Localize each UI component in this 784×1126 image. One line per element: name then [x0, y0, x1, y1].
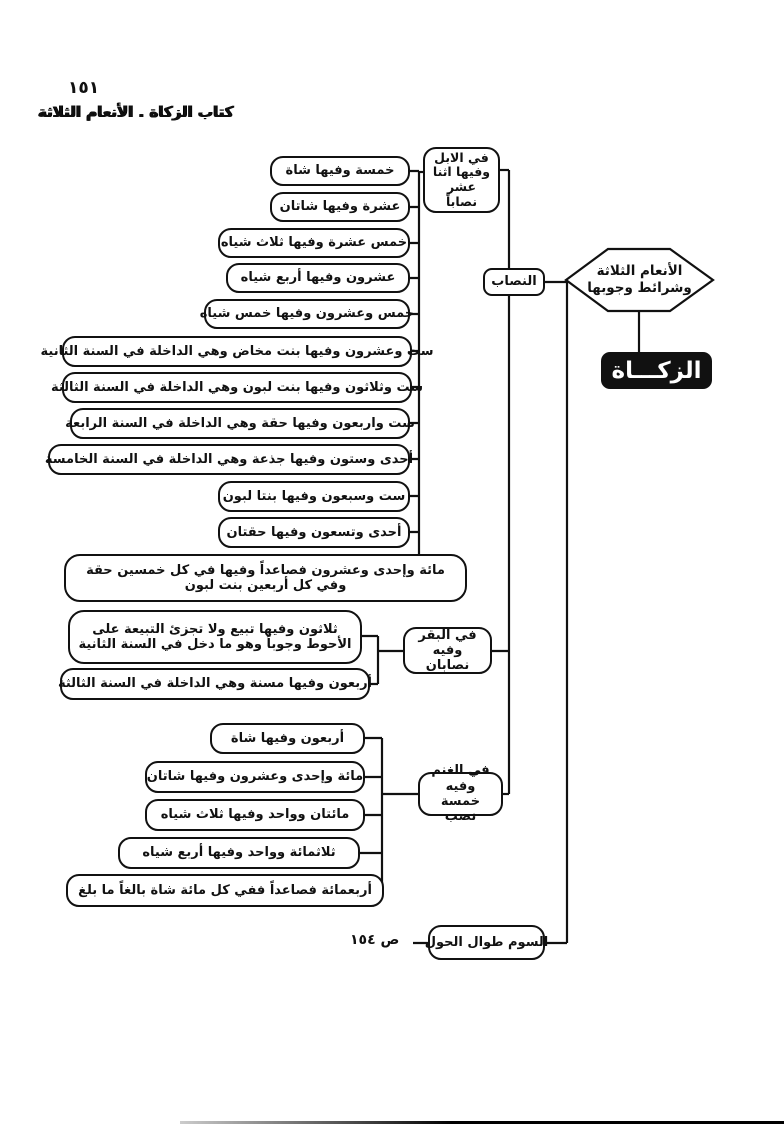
sheep-nisab-box: أربعون وفيها شاة	[210, 723, 365, 754]
camel-nisab-box: ست واربعون وفيها حقة وهي الداخلة في السنة الرابعة	[70, 408, 410, 439]
camel-nisab-box: أحدى وتسعون وفيها حقتان	[218, 517, 410, 548]
camel-nisab-box: أحدى وستون وفيها جذعة وهي الداخلة في السنة الخامسة	[48, 444, 410, 475]
cattle-hub: في البقر وفيه نصابان	[403, 627, 492, 674]
camel-nisab-box: مائة وإحدى وعشرون فصاعداً وفيها في كل خمسين حقة وفي كل أربعين بنت لبون	[64, 554, 467, 602]
topic-label: الأنعام الثلاثة وشرائط وجوبها	[587, 263, 692, 296]
page-number: ١٥١	[68, 78, 100, 98]
camel-nisab-box: ست وعشرون وفيها بنت مخاض وهي الداخلة في السنة الثانية	[62, 336, 412, 367]
sheep-nisab-box: مائة وإحدى وعشرون وفيها شاتان	[145, 761, 365, 793]
sheep-nisab-box: مائتان وواحد وفيها ثلاث شياه	[145, 799, 365, 831]
cattle-nisab-box: أربعون وفيها مسنة وهي الداخلة في السنة الثالثة	[60, 668, 370, 700]
page-ref: ص ١٥٤	[350, 932, 400, 948]
camel-nisab-box: عشرون وفيها أربع شياه	[226, 263, 410, 293]
sheep-nisab-box: أربعمائة فصاعداً ففي كل مائة شاة بالغاً ما بلغ	[66, 874, 384, 907]
camel-nisab-box: خمس وعشرون وفيها خمس شياه	[204, 299, 410, 329]
camels-hub: في الابل وفيها اثنا عشر نصاباً	[423, 147, 500, 213]
book-header: كتاب الزكاة . الأنعام الثلاثة	[38, 103, 234, 121]
camel-nisab-box: ست وثلاثون وفيها بنت لبون وهي الداخلة في السنة الثالثة	[62, 372, 412, 403]
sheep-hub: في الغنم وفيه خمسة نصب	[418, 772, 503, 816]
nisab-hub: النصاب	[483, 268, 545, 296]
camel-nisab-box: عشرة وفيها شاتان	[270, 192, 410, 222]
sheep-nisab-box: ثلاثمائة وواحد وفيها أربع شياه	[118, 837, 360, 869]
topic-hexagon	[566, 252, 713, 308]
grazing-hub: السوم طوال الحول	[428, 925, 545, 960]
camel-nisab-box: ست وسبعون وفيها بنتا لبون	[218, 481, 410, 512]
camel-nisab-box: خمس عشرة وفيها ثلاث شياه	[218, 228, 410, 258]
cattle-nisab-box: ثلاثون وفيها تبيع ولا تجزئ التبيعة على الأحوط وجوباً وهو ما دخل في السنة الثانية	[68, 610, 362, 664]
camel-nisab-box: خمسة وفيها شاة	[270, 156, 410, 186]
zakat-title: الزكـــاة	[601, 352, 712, 389]
bottom-scan-line	[180, 1121, 784, 1124]
